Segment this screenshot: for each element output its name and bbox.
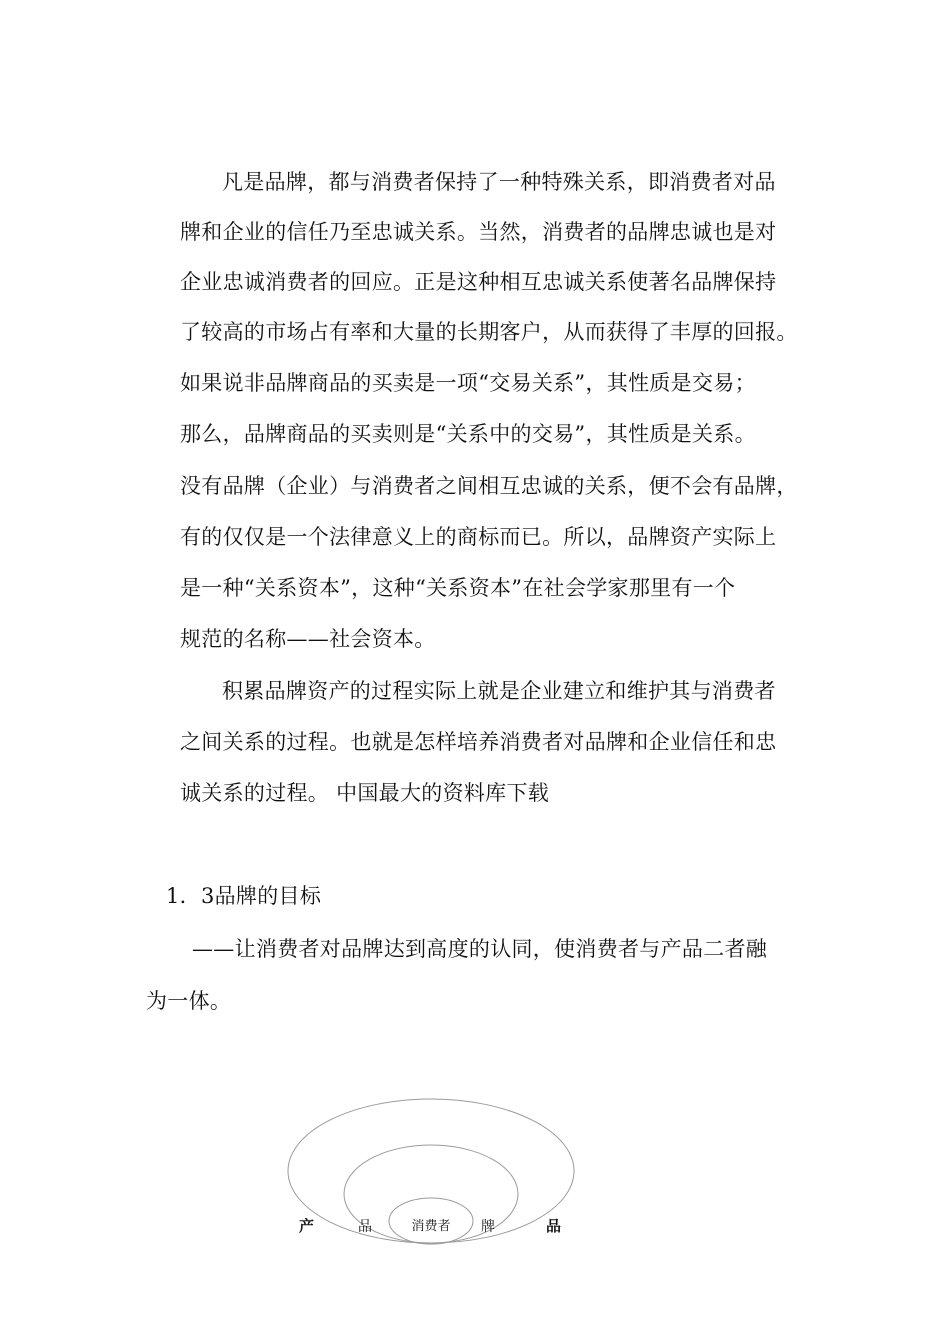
paragraph-line: 有的仅仅是一个法律意义上的商标而已。所以，品牌资产实际上 [180, 525, 777, 549]
paragraph-line: 了较高的市场占有率和大量的长期客户，从而获得了丰厚的回报。 [180, 320, 798, 344]
paragraph-line: 那么，品牌商品的买卖则是“关系中的交易”，其性质是关系。 [180, 422, 756, 446]
section-heading: 1．3品牌的目标 [166, 884, 322, 908]
paragraph-line: 诚关系的过程。 中国最大的资料库下载 [180, 781, 550, 805]
paragraph-line: 牌和企业的信任乃至忠诚关系。当然，消费者的品牌忠诚也是对 [180, 220, 777, 244]
outer-label-left: 产 [299, 1217, 315, 1235]
section-body-line: 为一体。 [146, 989, 232, 1013]
center-label: 消费者 [411, 1219, 451, 1234]
paragraph-line: 是一种“关系资本”，这种“关系资本”在社会学家那里有一个 [180, 576, 736, 600]
middle-label-left: 品 [358, 1219, 372, 1235]
section-body-line: ——让消费者对品牌达到高度的认同，使消费者与产品二者融 [192, 937, 768, 961]
paragraph-line: 之间关系的过程。也就是怎样培养消费者对品牌和企业信任和忠 [180, 730, 777, 754]
paragraph-line: 如果说非品牌商品的买卖是一项“交易关系”，其性质是交易； [180, 371, 756, 395]
middle-label-right: 牌 [481, 1219, 495, 1235]
outer-label-right: 品 [546, 1217, 562, 1235]
paragraph-line: 企业忠诚消费者的回应。正是这种相互忠诚关系使著名品牌保持 [180, 270, 777, 294]
paragraph-line: 凡是品牌，都与消费者保持了一种特殊关系，即消费者对品 [222, 170, 776, 194]
paragraph-line: 规范的名称——社会资本。 [180, 627, 436, 651]
paragraph-line: 积累品牌资产的过程实际上就是企业建立和维护其与消费者 [222, 679, 776, 703]
concentric-diagram [280, 1090, 600, 1250]
paragraph-line: 没有品牌（企业）与消费者之间相互忠诚的关系，便不会有品牌， [180, 474, 798, 498]
